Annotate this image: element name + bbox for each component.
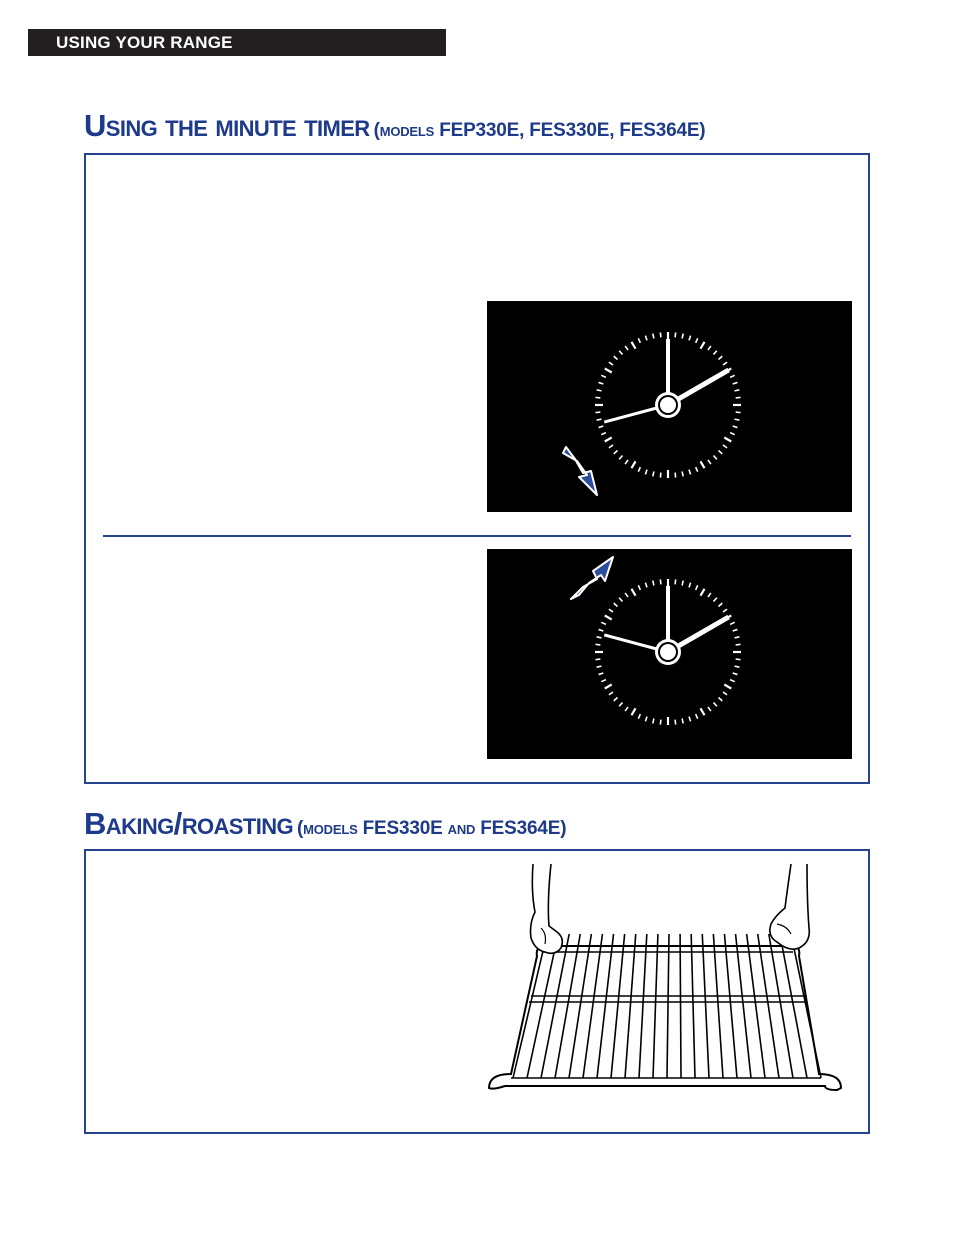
baking-roasting-heading — [84, 806, 566, 842]
clock-tick — [719, 356, 723, 359]
clock-tick — [701, 589, 705, 596]
clock-tick — [632, 461, 636, 468]
arrow-turn-down-icon — [563, 447, 597, 495]
clock-tick — [714, 598, 717, 602]
minute-timer-title: Using the minute timer — [84, 108, 370, 143]
clock-tick — [736, 412, 741, 413]
clock-tick — [730, 375, 735, 377]
clock-tick — [730, 622, 735, 624]
clock-tick — [701, 461, 705, 468]
clock-tick — [632, 708, 636, 715]
clock-tick — [733, 382, 738, 384]
clock-tick — [723, 609, 727, 612]
rack-wire — [611, 934, 625, 1078]
clock-face-icon — [595, 332, 741, 478]
clock-face-icon — [595, 579, 741, 725]
clock-tick — [735, 419, 740, 420]
clock-tick — [597, 390, 602, 391]
clock-tick — [609, 445, 613, 448]
timer-illustration-2 — [487, 549, 852, 759]
clock-tick — [595, 644, 600, 645]
rack-wire — [625, 934, 636, 1078]
clock-tick — [735, 637, 740, 638]
clock-tick — [625, 460, 628, 464]
clock-tick — [597, 637, 602, 638]
clock-tick — [605, 438, 612, 442]
clock-tick — [632, 342, 636, 349]
clock-tick — [599, 426, 604, 428]
clock-tick — [735, 666, 740, 667]
clock-tick — [719, 451, 723, 454]
clock-tick — [689, 470, 691, 475]
clock-tick — [595, 397, 600, 398]
clock-tick — [599, 382, 604, 384]
clock-tick — [597, 419, 602, 420]
clock-tick — [645, 583, 647, 588]
clock-tick — [736, 659, 741, 660]
clock-tick — [736, 644, 741, 645]
clock-tick — [675, 473, 676, 478]
clock-tick — [723, 692, 727, 695]
clock-tick — [660, 473, 661, 478]
clock-tick — [675, 579, 676, 584]
clock-tick — [653, 334, 654, 339]
rack-wire — [780, 934, 807, 1078]
oven-rack-icon — [485, 862, 847, 1098]
clock-tick — [597, 666, 602, 667]
clock-tick — [660, 332, 661, 337]
clock-tick — [625, 707, 628, 711]
clock-tick — [605, 685, 612, 689]
clock-tick — [682, 719, 683, 724]
clock-tick — [599, 629, 604, 631]
oven-rack-illustration — [485, 862, 847, 1098]
rack-wire — [713, 934, 723, 1078]
clock-tick — [645, 336, 647, 341]
rack-wire — [667, 934, 669, 1078]
minute-timer-models: (models FEP330E, FES330E, FES364E) — [373, 120, 706, 141]
clock-tick — [724, 438, 731, 442]
clock-tick — [638, 467, 640, 472]
clock-tick — [660, 720, 661, 725]
clock-tick — [614, 451, 618, 454]
clock-tick — [625, 346, 628, 350]
rack-wire — [758, 934, 779, 1078]
rack-wire — [724, 934, 737, 1078]
clock-tick — [730, 680, 735, 682]
clock-tick — [660, 579, 661, 584]
baking-roasting-title: Baking/roasting — [84, 806, 294, 841]
clock-tick — [614, 603, 618, 606]
clock-tick — [609, 609, 613, 612]
clock-tick — [682, 472, 683, 477]
clock-tick — [730, 433, 735, 435]
rack-wire — [653, 934, 658, 1078]
clock-tick — [605, 616, 612, 620]
clock-tick — [682, 334, 683, 339]
clock-tick — [714, 703, 717, 707]
clock-tick — [689, 583, 691, 588]
clock-tick — [653, 472, 654, 477]
clock-tick — [724, 685, 731, 689]
baking-roasting-models: (models FES330E and FES364E) — [297, 818, 567, 839]
clock-tick — [708, 707, 711, 711]
timer-illustration-1 — [487, 301, 852, 512]
minute-timer-heading — [84, 108, 705, 144]
clock-tick — [601, 622, 606, 624]
rack-wire — [680, 934, 681, 1078]
clock-tick — [619, 598, 622, 602]
clock-tick — [653, 719, 654, 724]
clock-tick — [619, 351, 622, 355]
clock-tick — [619, 456, 622, 460]
clock-tick — [632, 589, 636, 596]
clock-tick — [719, 603, 723, 606]
clock-tick — [708, 460, 711, 464]
clock-tick — [638, 714, 640, 719]
clock-hub — [660, 644, 676, 660]
rack-wire — [691, 934, 695, 1078]
clock-tick — [595, 659, 600, 660]
rack-wire — [769, 934, 793, 1078]
section-header-label: USING YOUR RANGE — [56, 33, 233, 52]
clock-tick — [601, 375, 606, 377]
clock-tick — [701, 342, 705, 349]
clock-tick — [682, 581, 683, 586]
clock-tick — [714, 351, 717, 355]
clock-tick — [696, 714, 698, 719]
clock-tick — [708, 593, 711, 597]
rack-wire — [541, 934, 569, 1078]
section-header-bar — [28, 29, 446, 56]
clock-tick — [696, 338, 698, 343]
clock-tick — [601, 433, 606, 435]
clock-tick — [723, 362, 727, 365]
clock-tick — [675, 332, 676, 337]
clock-tick — [696, 467, 698, 472]
rack-wire — [702, 934, 709, 1078]
clock-tick — [614, 698, 618, 701]
clock-tick — [675, 720, 676, 725]
rack-wire — [639, 934, 647, 1078]
clock-tick — [733, 629, 738, 631]
clock-tick — [723, 445, 727, 448]
clock-tick — [733, 673, 738, 675]
clock-tick — [701, 708, 705, 715]
clock-tick — [609, 362, 613, 365]
clock-tick — [736, 397, 741, 398]
clock-tick — [599, 673, 604, 675]
clock-tick — [609, 692, 613, 695]
rack-wire — [569, 934, 591, 1078]
rack-wire — [555, 934, 580, 1078]
clock-tick — [614, 356, 618, 359]
clock-tick — [638, 338, 640, 343]
clock-tick — [708, 346, 711, 350]
section-divider — [103, 535, 851, 537]
clock-tick — [733, 426, 738, 428]
clock-tick — [645, 470, 647, 475]
clock-tick — [714, 456, 717, 460]
clock-hub — [660, 397, 676, 413]
clock-tick — [689, 336, 691, 341]
clock-tick — [719, 698, 723, 701]
clock-tick — [638, 585, 640, 590]
clock-tick — [653, 581, 654, 586]
clock-tick — [625, 593, 628, 597]
clock-tick — [619, 703, 622, 707]
arrow-turn-up-icon — [571, 557, 613, 599]
clock-tick — [645, 717, 647, 722]
clock-tick — [605, 369, 612, 373]
clock-tick — [595, 412, 600, 413]
clock-tick — [601, 680, 606, 682]
clock-tick — [689, 717, 691, 722]
clock-tick — [735, 390, 740, 391]
clock-tick — [696, 585, 698, 590]
